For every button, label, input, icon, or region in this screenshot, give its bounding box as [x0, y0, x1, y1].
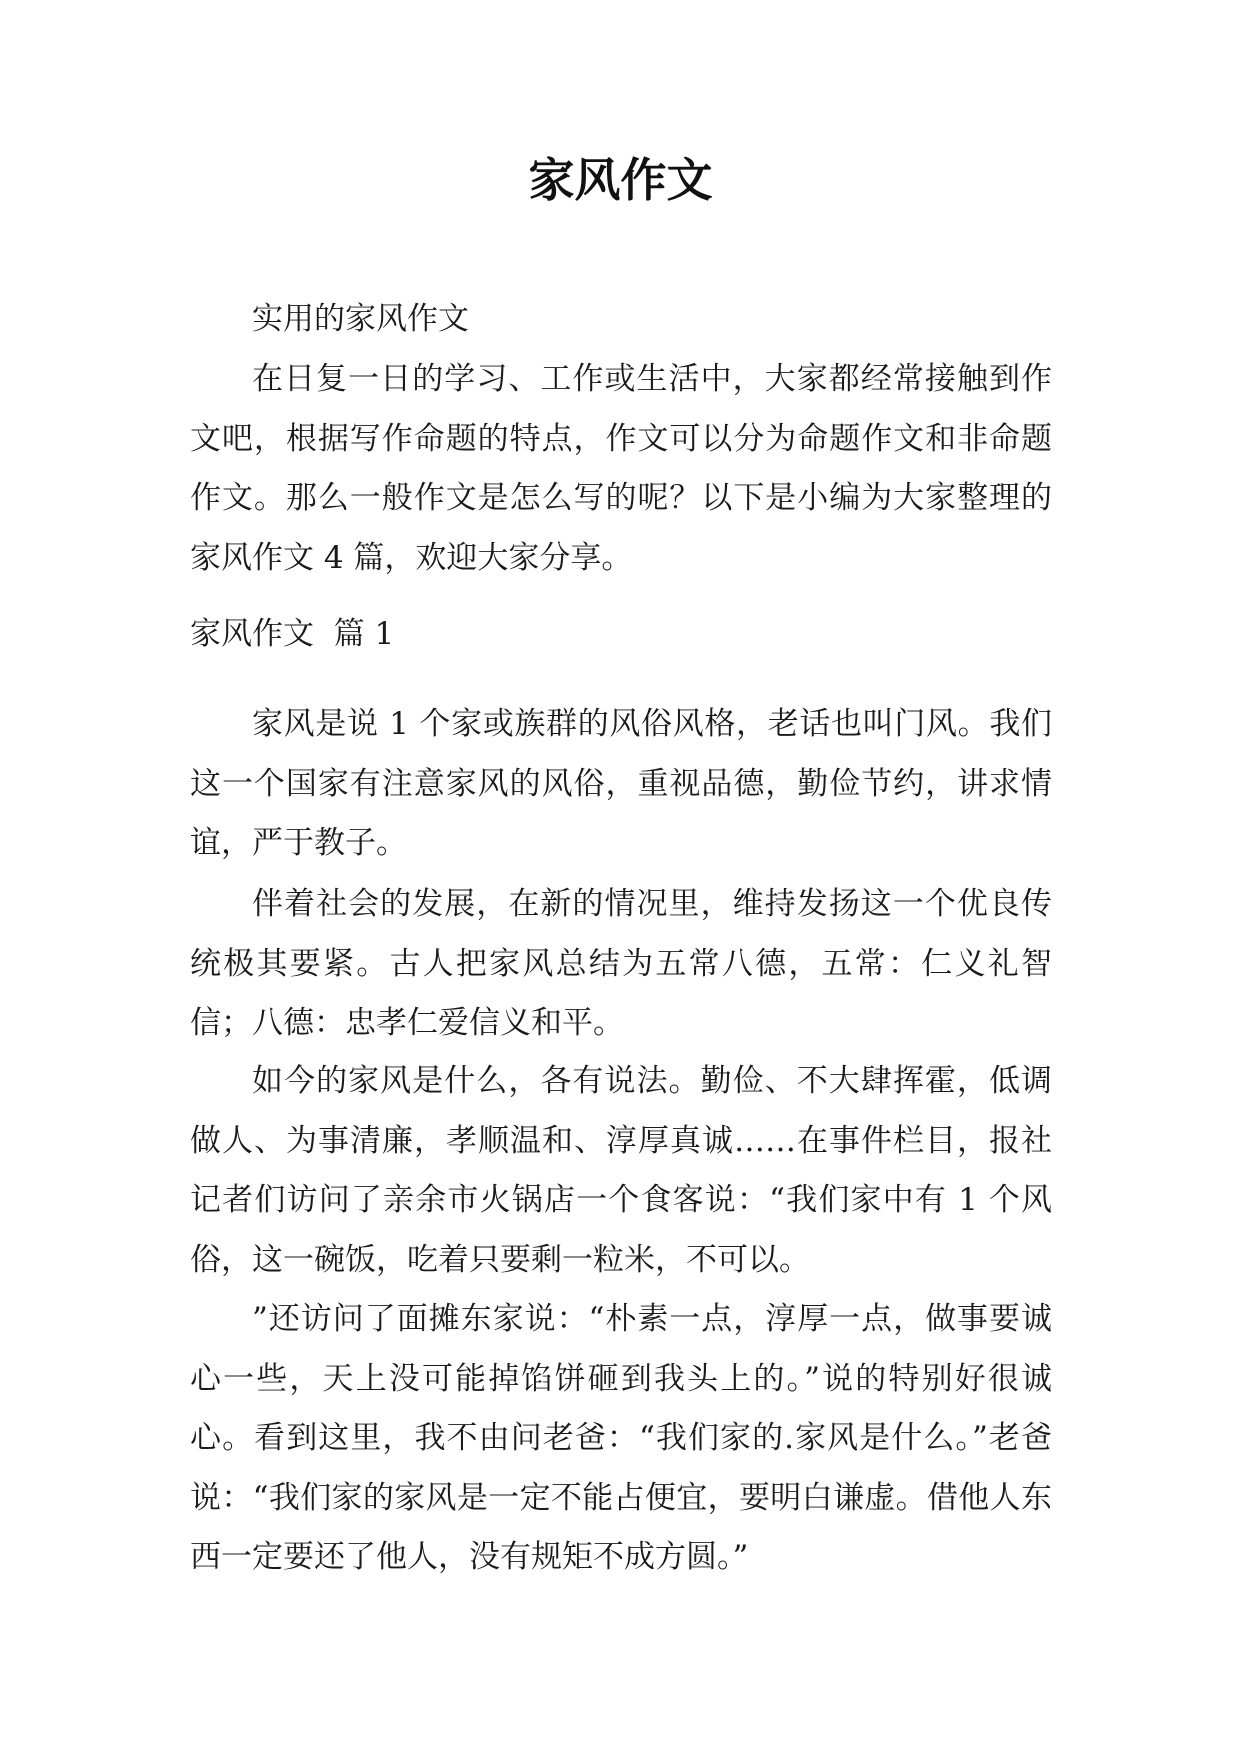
body-paragraph-2: 伴着社会的发展，在新的情况里，维持发扬这一个优良传统极其要紧。古人把家风总结为五常八德，五常：仁义礼智信；八德：忠孝仁爱信义和平。 [190, 886, 1052, 1041]
section-heading: 家风作文 篇 1 [190, 616, 395, 652]
body-paragraph-1: 家风是说 1 个家或族群的风俗风格，老话也叫门风。我们这一个国家有注意家风的风俗，重视品德，勤俭节约，讲求情谊，严于教子。 [190, 706, 1052, 861]
intro-paragraph: 在日复一日的学习、工作或生活中，大家都经常接触到作文吧，根据写作命题的特点，作文可以分为命题作文和非命题作文。那么一般作文是怎么写的呢？以下是小编为大家整理的家风作文 4 篇，欢迎大家分享。 [190, 361, 1052, 576]
document-title: 家风作文 [528, 153, 713, 207]
document-subtitle: 实用的家风作文 [252, 301, 469, 337]
body-paragraph-4: ”还访问了面摊东家说：“朴素一点，淳厚一点，做事要诚心一些，天上没可能掉馅饼砸到我头上的。”说的特别好很诚心。看到这里，我不由问老爸：“我们家的.家风是什么。”老爸说：“我们家的家风是一定不能占便宜，要明白谦虚。借他人东西一定要还了他人，没有规矩不成方圆。” [190, 1301, 1052, 1575]
body-paragraph-3: 如今的家风是什么，各有说法。勤俭、不大肆挥霍，低调做人、为事清廉，孝顺温和、淳厚真诚……在事件栏目，报社记者们访问了亲余市火锅店一个食客说：“我们家中有 1 个风俗，这一碗饭，吃着只要剩一粒米，不可以。 [190, 1063, 1052, 1278]
